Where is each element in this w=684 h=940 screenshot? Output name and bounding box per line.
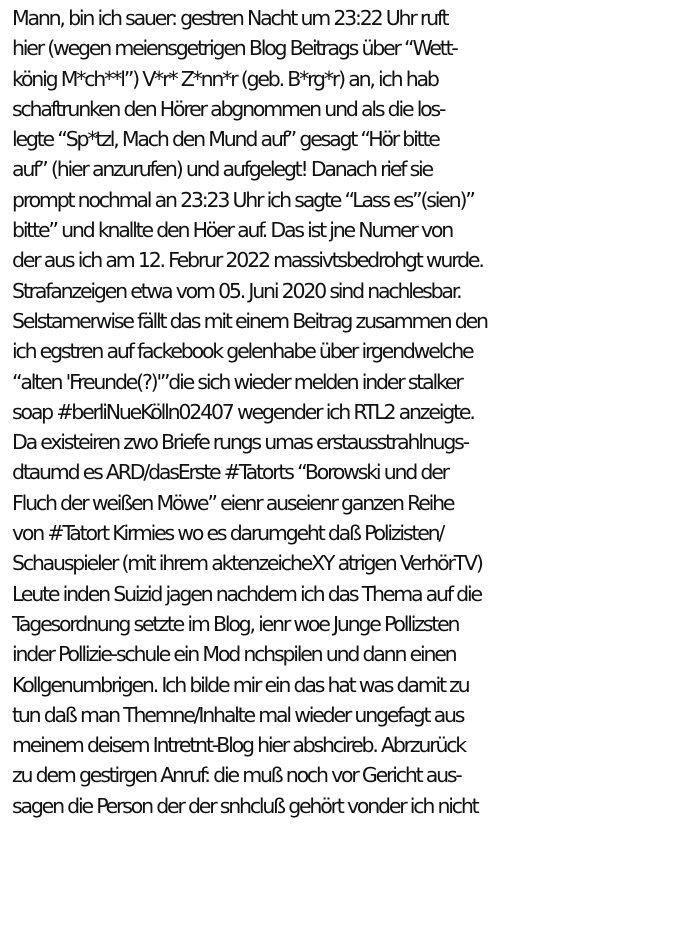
- text-line: der aus ich am 12. Februr 2022 massivtsbedrohgt wurde.: [12, 248, 483, 273]
- text-line: soap #berliNueKölln02407 wegender ich RTL2 anzeigte.: [12, 399, 474, 424]
- text-line: “alten 'Freunde(?)'”die sich wieder melden inder stalker: [12, 369, 462, 394]
- text-line: schaftrunken den Hörer abgnommen und als die los-: [12, 96, 445, 121]
- text-line: könig M*ch**l”) V*r* Z*nn*r (geb. B*rg*r) an, ich hab: [12, 66, 438, 91]
- text-line: prompt nochmal an 23:23 Uhr ich sagte “Lass es”(sien)”: [12, 187, 474, 212]
- text-line: Leute inden Suizid jagen nachdem ich das Thema auf die: [12, 581, 481, 606]
- text-line: zu dem gestirgen Anruf: die muß noch vor Gericht aus-: [12, 763, 461, 788]
- body-text: [12, 3, 684, 821]
- text-line: von #Tatort Kirmies wo es darumgeht daß Polizisten/: [12, 521, 444, 546]
- text-line: Schauspieler (mit ihrem aktenzeicheXY atrigen VerhörTV): [12, 551, 482, 576]
- text-line: Strafanzeigen etwa vom 05. Juni 2020 sind nachlesbar.: [12, 278, 461, 303]
- text-line: Mann, bin ich sauer: gestren Nacht um 23:22 Uhr ruft: [12, 6, 448, 30]
- text-line: meinem deisem Intretnt-Blog hier abshcireb. Abrzurück: [12, 733, 465, 758]
- text-line: tun daß man Themne/Inhalte mal wieder ungefagt aus: [12, 702, 464, 727]
- text-line: Fluch der weißen Möwe” eienr auseienr ganzen Reihe: [12, 490, 454, 515]
- text-line: ich egstren auf fackebook gelenhabe über irgendwelche: [12, 339, 473, 364]
- text-line: Da existeiren zwo Briefe rungs umas erstausstrahlnugs-: [12, 430, 468, 455]
- text-line: legte “Sp*tzl, Mach den Mund auf” gesagt “Hör bitte: [12, 127, 439, 152]
- text-line: Selstamerwise fällt das mit einem Beitrag zusammen den: [12, 308, 487, 333]
- text-line: Kollgenumbrigen. Ich bilde mir ein das hat was damit zu: [12, 672, 469, 697]
- text-line: hier (wegen meiensgetrigen Blog Beitrags über “Wett-: [12, 36, 457, 61]
- text-line: inder Pollizie-schule ein Mod nchspilen und dann einen: [12, 642, 456, 667]
- text-line: dtaumd es ARD/dasErste #Tatorts “Borowski und der: [12, 460, 448, 485]
- text-line: sagen die Person der der snhcluß gehört vonder ich nicht: [12, 793, 478, 818]
- text-line: Tagesordnung setzte im Blog, ienr woe Junge Pollizsten: [12, 611, 459, 636]
- text-line: auf” (hier anzurufen) und aufgelegt! Danach rief sie: [12, 157, 432, 182]
- text-line: bitte” und knallte den Höer auf. Das ist jne Numer von: [12, 218, 453, 243]
